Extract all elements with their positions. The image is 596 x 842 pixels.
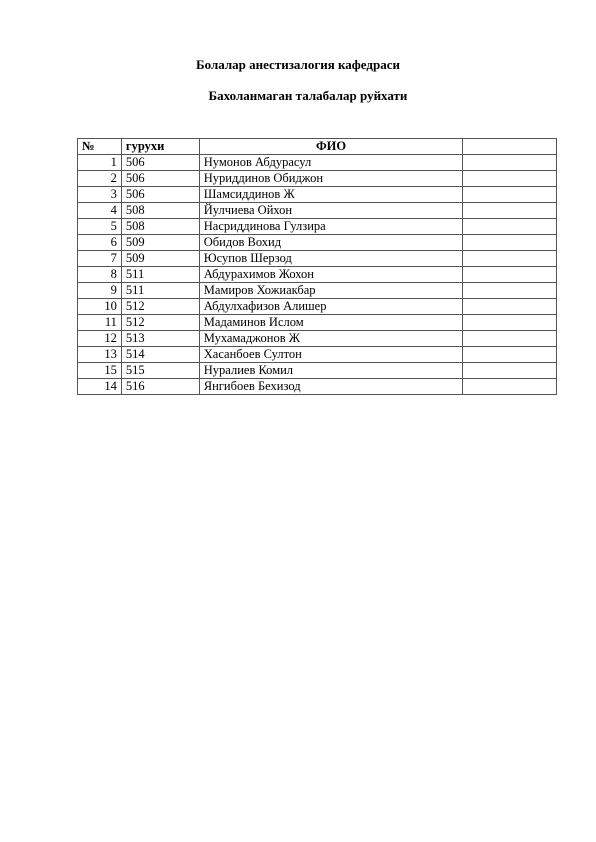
row-extra (463, 347, 557, 363)
students-table (77, 138, 557, 395)
row-group: 511 (121, 267, 199, 283)
row-name: Юсупов Шерзод (199, 251, 463, 267)
row-number: 7 (78, 251, 122, 267)
row-name: Мухамаджонов Ж (199, 331, 463, 347)
row-group: 511 (121, 283, 199, 299)
row-name: Нуралиев Комил (199, 363, 463, 379)
header-group: гурухи (121, 139, 199, 155)
table-row (78, 203, 557, 219)
row-group: 514 (121, 347, 199, 363)
row-group: 506 (121, 171, 199, 187)
row-number: 15 (78, 363, 122, 379)
row-number: 2 (78, 171, 122, 187)
table-row (78, 219, 557, 235)
row-name: Шамсиддинов Ж (199, 187, 463, 203)
table-row (78, 315, 557, 331)
row-extra (463, 267, 557, 283)
table-header-row (78, 139, 557, 155)
table-row (78, 267, 557, 283)
row-extra (463, 379, 557, 395)
row-extra (463, 251, 557, 267)
row-name: Йулчиева Ойхон (199, 203, 463, 219)
row-name: Насриддинова Гулзира (199, 219, 463, 235)
row-group: 516 (121, 379, 199, 395)
row-extra (463, 363, 557, 379)
table-row (78, 155, 557, 171)
row-number: 8 (78, 267, 122, 283)
header-extra (463, 139, 557, 155)
row-number: 5 (78, 219, 122, 235)
row-name: Нумонов Абдурасул (199, 155, 463, 171)
row-name: Янгибоев Бехизод (199, 379, 463, 395)
row-number: 9 (78, 283, 122, 299)
row-number: 11 (78, 315, 122, 331)
row-name: Нуриддинов Обиджон (199, 171, 463, 187)
table-row (78, 235, 557, 251)
table-row (78, 347, 557, 363)
row-number: 3 (78, 187, 122, 203)
table-row (78, 187, 557, 203)
table-row (78, 283, 557, 299)
row-group: 513 (121, 331, 199, 347)
row-extra (463, 171, 557, 187)
row-group: 512 (121, 299, 199, 315)
row-extra (463, 235, 557, 251)
row-group: 509 (121, 235, 199, 251)
row-name: Абдурахимов Жохон (199, 267, 463, 283)
row-group: 506 (121, 187, 199, 203)
row-number: 4 (78, 203, 122, 219)
row-name: Мадаминов Ислом (199, 315, 463, 331)
row-name: Хасанбоев Султон (199, 347, 463, 363)
row-number: 10 (78, 299, 122, 315)
row-number: 1 (78, 155, 122, 171)
header-name: ФИО (199, 139, 463, 155)
department-title: Болалар анестизалогия кафедраси (196, 57, 400, 72)
table-row (78, 331, 557, 347)
row-extra (463, 203, 557, 219)
row-group: 512 (121, 315, 199, 331)
row-extra (463, 315, 557, 331)
row-group: 506 (121, 155, 199, 171)
row-name: Абдулхафизов Алишер (199, 299, 463, 315)
row-group: 509 (121, 251, 199, 267)
row-extra (463, 299, 557, 315)
header-number: № (78, 139, 122, 155)
row-number: 12 (78, 331, 122, 347)
row-extra (463, 187, 557, 203)
table-row (78, 299, 557, 315)
row-extra (463, 219, 557, 235)
row-name: Мамиров Хожиакбар (199, 283, 463, 299)
row-number: 13 (78, 347, 122, 363)
row-extra (463, 283, 557, 299)
table-row (78, 379, 557, 395)
table-row (78, 251, 557, 267)
row-group: 515 (121, 363, 199, 379)
row-group: 508 (121, 219, 199, 235)
row-group: 508 (121, 203, 199, 219)
row-number: 6 (78, 235, 122, 251)
table-row (78, 363, 557, 379)
row-number: 14 (78, 379, 122, 395)
row-extra (463, 331, 557, 347)
table-row (78, 171, 557, 187)
row-extra (463, 155, 557, 171)
list-title: Бахоланмаган талабалар руйхати (208, 88, 408, 103)
row-name: Обидов Вохид (199, 235, 463, 251)
